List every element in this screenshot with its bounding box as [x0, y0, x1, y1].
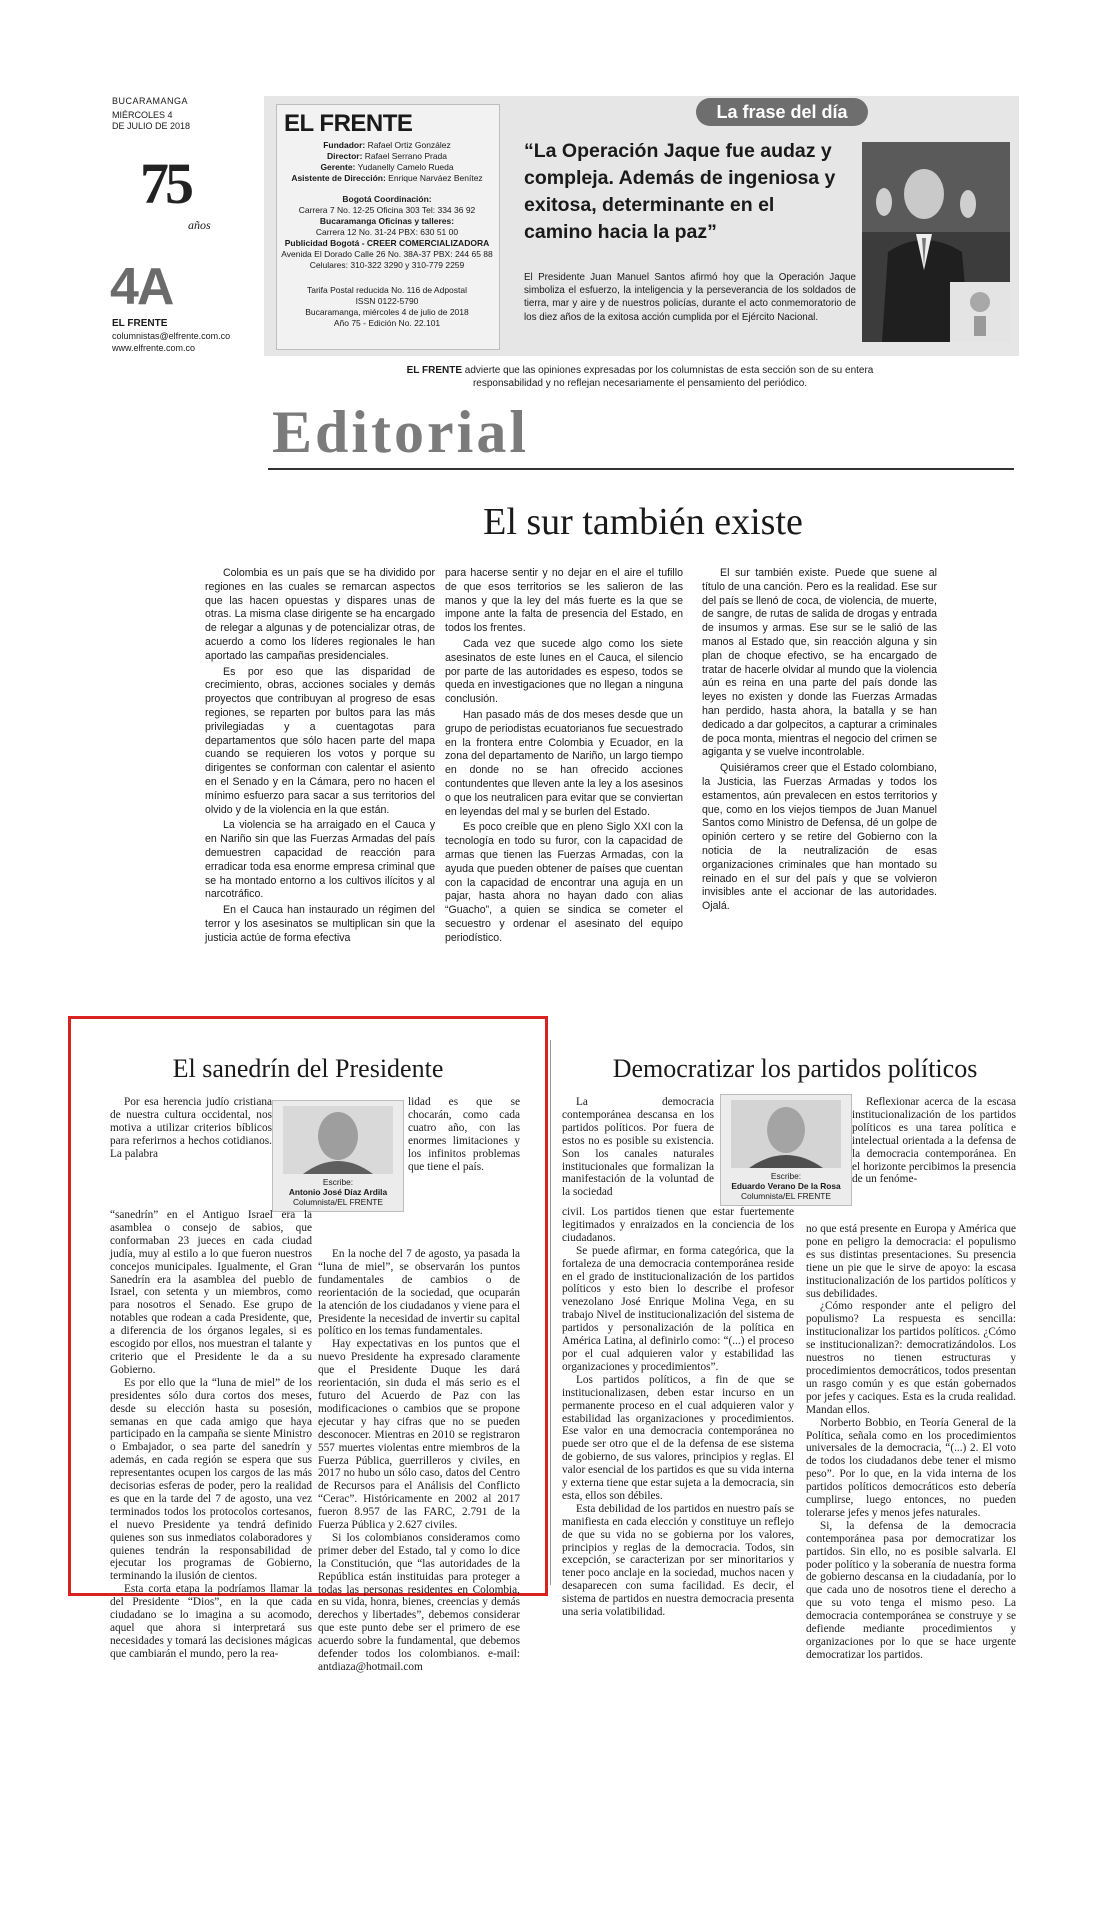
place-date: Bucaramanga, miércoles 4 de julio de 2018 — [305, 307, 469, 317]
article2-column-2-top — [852, 1096, 1016, 1186]
president-photo — [862, 142, 1010, 342]
postal-rate: Tarifa Postal reducida No. 116 de Adpostal — [306, 285, 468, 295]
editorial-column-2 — [445, 567, 683, 946]
author-label: Escribe: — [322, 1177, 354, 1187]
author-photo-image — [283, 1106, 393, 1174]
quote-of-the-day-tab: La frase del día — [696, 98, 868, 126]
paragraph: Si, la defensa de la democracia contemporánea pasa por democratizar los partidos. Sin ello, no es posible salvarla. El poder político y la soberanía de nuestra forma de gobierno descansa en la ciudadanía, por lo que cada uno de nosotros tiene el derecho a que su voto tenga el mismo peso. La democracia contemporánea se construye y se defiende mediante procedimientos y organizaciones por lo que se hace urgente democratizar los partidos. — [806, 1519, 1016, 1661]
article-title-democratizar: Democratizar los partidos políticos — [612, 1054, 978, 1083]
anniversary-logo — [140, 150, 230, 245]
credit-director: Director: Rafael Serrano Prada — [326, 151, 448, 161]
anniversary-word: años — [188, 218, 211, 232]
issn: ISSN 0122-5790 — [355, 296, 419, 306]
article1-column-2 — [318, 1248, 520, 1674]
article2-column-2 — [806, 1223, 1016, 1662]
article1-column-1-top — [110, 1096, 272, 1161]
paragraph: La democracia contemporánea descansa en los partidos políticos. Por fuera de estos no es posible su existencia. Son los canales naturales institucionales que formalizan la manifestación de la voluntad de la sociedad — [562, 1096, 714, 1199]
bucaramanga-address: Carrera 12 No. 31-24 PBX: 630 51 00 — [315, 227, 459, 237]
paragraph: En el Cauca han instaurado un régimen del terror y los asesinatos se multiplican sin que la justicia actúe de forma efectiva — [205, 904, 435, 944]
quote-description: El Presidente Juan Manuel Santos afirmó hoy que la Operación Jaque simboliza el esfuerzo, la inteligencia y la perseverancia de los soldados de tierra, mar y aire y de nuestros policías, durante el acto conmemoratorio de los diez años de la exitosa acción cumplida por el Ejército Nacional. — [524, 272, 856, 323]
article1-column-2-top — [408, 1096, 520, 1173]
paragraph: Colombia es un país que se ha dividido por regiones en las cuales se remarcan aspectos que las hacen opuestas y dispares unas de otras. La misma clase dirigente se ha encargado de relegar a algunas y de potencializar otras, de acuerdo a como los líderes regionales le han aportado las campañas presidenciales. — [205, 567, 435, 662]
paragraph: Se puede afirmar, en forma categórica, que la fortaleza de una democracia contemporánea reside en el grado de institucionalización de los partidos políticos y esto bien lo describe el profesor venezolano José Enrique Molina Vega, en su trabajo Nivel de institucionalización del sistema de partidos y personalización de la política en América Latina, al definirlo como: “(...) el proceso por el cual adquieren valor y estabilidad las organizaciones y procedimientos”. — [562, 1244, 794, 1373]
edition: Año 75 - Edición No. 22.101 — [333, 318, 441, 328]
president-photo-image — [862, 142, 1010, 342]
paragraph: no que está presente en Europa y América que pone en peligro la democracia: el populismo es sus distintas presentaciones. Su presencia tiene un pie que le sirve de apoyo: la escasa institucionalización de los partidos políticos y sus debilidades. — [806, 1223, 1016, 1300]
credit-manager: Gerente: Yudanelly Camelo Rueda — [320, 162, 454, 172]
publication-email: columnistas@elfrente.com.co — [112, 331, 231, 341]
credit-assistant: Asistente de Dirección: Enrique Narváez Benítez — [291, 173, 483, 183]
paragraph: Quisiéramos creer que el Estado colombiano, la Justicia, las Fuerzas Armadas y todos los estamentos, aún prevalecen en estos territorios y que, como en los viejos tiempos de Juan Manuel Santos como Ministro de Defensa, dé un golpe de opinión certero y se retire del Gobierno con la noticia de la neutralización de esas organizaciones criminales que han montado su reinado en el sur del país y que se volvieron invisibles ante el accionar de las autoridades. Ojalá. — [702, 762, 937, 913]
paragraph: civil. Los partidos tienen que estar fuertemente legitimados y enraizados en la conciencia de los ciudadanos. — [562, 1206, 794, 1244]
section-title: Editorial — [272, 399, 530, 465]
paragraph: “sanedrín” en el Antiguo Israel era la asamblea o consejo de sabios, que conformaban 23 jueces en cada ciudad judía, muy al estilo a lo que fueron nuestros concejos municipales. Igualmente, el Gran Sanedrín era la asamblea del pueblo de Israel, con setenta y un miembros, como para nosotros el Senado. Ese grupo de notables que rodean a cada Presidente, que, a diferencia de los órganos legales, si es escogido por ellos, nos muestran el talante y criterio que el Presidente le da a su Gobierno. — [110, 1209, 312, 1376]
column-divider — [550, 1040, 551, 1585]
paragraph: Han pasado más de dos meses desde que un grupo de periodistas ecuatorianos fue secuestrado en la frontera entre Colombia y Ecuador, en la zona del departamento de Nariño, un largo tiempo en donde no se han ofrecido acciones contundentes que lleven ante la ley a los asesinos o que los neutralicen para evitar que se conviertan en leyendas del mal y se burlen del Estado. — [445, 708, 683, 818]
paragraph: Es por ello que la “luna de miel” de los presidentes sólo dura cortos dos meses, desde su elección hasta su posesión, semanas en que cada amigo que haya participado en la campaña se siente Ministro o Embajador, o sea parte del sanedrín y además, en cada región se espera que sus representantes ocupen los cargos de las más decisorias esferas de poder, pero la realidad es que en la tarde del 7 de agosto, una vez terminados todos los protocolos cortesanos, el nuevo Presidente ya tendrá definido quienes son sus inmediatos colaboradores y quienes tendrán la responsabilidad de ejecutar los programas de Gobierno, terminando la ilusión de cientos. — [110, 1376, 312, 1583]
paragraph: La violencia se ha arraigado en el Cauca y en Nariño sin que las Fuerzas Armadas del país demuestren capacidad de reacción para erradicar toda esa enorme empresa criminal que se ha montado entorno a los cultivos ilícitos y al narcotráfico. — [205, 819, 435, 901]
masthead-title: EL FRENTE — [284, 110, 413, 137]
paragraph: En la noche del 7 de agosto, ya pasada la “luna de miel”, se observarán los puntos fundamentales de cambios o de reorientación de la sociedad, que ocuparán la atención de los ciudadanos y viene para el Presidente la necesidad de invertir su capital político en los temas fundamentales. — [318, 1248, 520, 1338]
paragraph: Por esa herencia judío cristiana de nuestra cultura occidental, nos motiva a utilizar criterios bíblicos para referirnos a hechos cotidianos. La palabra — [110, 1096, 272, 1160]
publication-name: EL FRENTE — [112, 318, 168, 329]
paragraph: Es por eso que las disparidad de crecimiento, obras, acciones sociales y demás proyectos que contribuyan al progreso de esas regiones, se reparten por bultos para las más privilegiadas y a cuentagotas para departamentos que sólo hacen parte del mapa cuando se requieren los votos y porque su dirigentes se conforman con calentar el asiento en el Senado y en la Cámara, pero no hacen el mínimo esfuerzo para sacar a sus territorios del olvido y de la violencia en la que están. — [205, 665, 435, 816]
author-photo-image — [731, 1100, 841, 1168]
article1-column-1 — [110, 1209, 312, 1661]
author-box-diaz — [272, 1100, 404, 1212]
paragraph: El sur también existe. Puede que suene al título de una canción. Pero es la realidad. Ese sur del país se llenó de coca, de violencia, de muerte, de sangre, de rutas de salida de drogas y entrada de insumos y armas. Ese sur se le salió de las manos al Estado que, sin reacción alguna y sin plan de choque efectivo, se ha encargado de tratar de hacerle olvidar al mundo que la violencia aún es reina en una parte del país donde las leyes no existen y donde las Fuerzas Armadas han perdido, hasta ahora, la batalla y se han dedicado a dar golpecitos, a capturar a criminales de poca monta, mientras el negocio del crimen se agiganta y se vuelve incontrolable. — [702, 567, 937, 759]
author-label: Escribe: — [770, 1171, 802, 1181]
paragraph: Es poco creíble que en pleno Siglo XXI con la tecnología en todo su furor, con la capacidad de armas que tienen las Fuerzas Armadas, con la ayuda que pueden obtener de países que cuentan con la capacidad de encontrar una aguja en un pajar, hasta ahora no hayan dado con alias “Guacho”, a quien se sindica se cometer el secuestro y ordenar el asesinato del equipo periodístico. — [445, 821, 683, 944]
quote-of-the-day: “La Operación Jaque fue audaz y compleja. Además de ingeniosa y exitosa, determinante en el camino hacia la paz” — [524, 140, 836, 243]
article2-column-1 — [562, 1206, 794, 1619]
paragraph: Hay expectativas en los puntos que el nuevo Presidente ha expresado claramente que el Presidente Duque les dará reorientación, sin duda el más serio es el futuro del Acuerdo de Paz con las modificaciones o cambios que se propone ejecutar y hay cifras que no se pueden desconocer. Mientras en 2010 se registraron 557 muertes violentas entre miembros de la Fuerza Pública, guerrilleros y civiles, en 2017 no hubo un sólo caso, datos del Centro de Recursos para el Análisis del Conflicto “Cerac”. Históricamente en 2002 al 2017 fueron 8.957 de las FARC, 2.791 de la Fuerza Pública y 2.627 civiles. — [318, 1338, 520, 1532]
author-box-verano — [720, 1094, 852, 1206]
paragraph: Esta debilidad de los partidos en nuestro país se manifiesta en cada elección y constituye un reflejo de que su vida no se gobierna por los valores, principios y reglas de la democracia. Todos, sin excepción, se caracterizan por ser minoritarios y tener poco anclaje en la sociedad, muchos nacen y desaparecen con suma facilidad. Es decir, el sistema de partidos en nuestra democracia presenta una seria volatibilidad. — [562, 1502, 794, 1619]
phones: Celulares: 310-322 3290 y 310-779 2259 — [309, 260, 465, 270]
author-role: Columnista/EL FRENTE — [741, 1191, 831, 1201]
editorial-title: El sur también existe — [483, 501, 803, 543]
article2-column-1-top — [562, 1096, 714, 1199]
advertising-address: Avenida El Dorado Calle 26 No. 38A-37 PBX: 244 65 88 — [281, 249, 493, 259]
date-line-1: MIÉRCOLES 4 — [112, 110, 173, 120]
date-line — [112, 110, 202, 132]
bogota-address: Carrera 7 No. 12-25 Oficina 303 Tel: 334 36 92 — [298, 205, 476, 215]
author-name: Antonio José Díaz Ardila — [288, 1187, 388, 1197]
author-photo — [731, 1100, 841, 1168]
bucaramanga-head: Bucaramanga Oficinas y talleres: — [319, 216, 455, 226]
credit-founder: Fundador: Rafael Ortiz González — [323, 140, 451, 150]
article-title-sanedrin: El sanedrín del Presidente — [172, 1054, 444, 1083]
paragraph: Esta corta etapa la podríamos llamar la del Presidente “Dios”, en la que cada ciudadano se lo imagina a su acomodo, aquel que ahora si interpretará sus necesidades y tomará las decisiones mágicas que cambiarán el mundo, pero la rea- — [110, 1583, 312, 1660]
bogota-head: Bogotá Coordinación: — [342, 194, 432, 204]
page-number: 4A — [110, 258, 173, 316]
publication-web: www.elfrente.com.co — [112, 343, 196, 353]
author-name: Eduardo Verano De la Rosa — [731, 1181, 841, 1191]
date-line-2: DE JULIO DE 2018 — [112, 121, 191, 131]
city-label: BUCARAMANGA — [112, 96, 189, 106]
section-rule — [268, 468, 1014, 470]
paragraph: Reflexionar acerca de la escasa institucionalización de los partidos políticos es una tarea política e intelectual orientada a la defensa de la democracia contemporánea. En el horizonte percibimos la presencia de un fenóme- — [852, 1096, 1016, 1186]
paragraph: lidad es que se chocarán, como cada cuatro año, con las enormes limitaciones y los infinitos problemas que tiene el país. — [408, 1096, 520, 1173]
advertising-head: Publicidad Bogotá - CREER COMERCIALIZADORA — [284, 238, 490, 248]
anniversary-number: 75 — [140, 151, 190, 216]
paragraph: ¿Cómo responder ante el peligro del populismo? La respuesta es sencilla: institucionalizar los partidos políticos. ¿Cómo se institucionalizan?: democratizándolos. Los nuestros no tienen estructuras y procedimientos democráticos, todos presentan un rasgo común y es que están gobernados por jefes y caciques. Esta es la cruda realidad. Mandan ellos. — [806, 1300, 1016, 1416]
paragraph: Cada vez que sucede algo como los siete asesinatos de este lunes en el Cauca, el silencio por parte de las autoridades es espeso, todos se queda en investigaciones que no llegan a ninguna conclusión. — [445, 637, 683, 706]
paragraph: para hacerse sentir y no dejar en el aire el tufillo de que esos territorios se les salieron de las manos y que la ley del más fuerte es la que se impone ante la falta de presencia del Estado, en todos los frentes. — [445, 567, 683, 635]
paragraph: Los partidos políticos, a fin de que se institucionalizasen, deben estar incurso en un permanente proceso en el cual adquieren valor y estabilidad las organizaciones y procedimientos. Ese valor en una democracia contemporánea no puede ser otro que el de la defensa de ese sistema de gobierno, de sus valores, principios y reglas. El valor esencial de los partidos es que su vida interna y externa tiene que estar sujeta a la democracia, sin esta, ellos son débiles. — [562, 1373, 794, 1502]
author-photo — [283, 1106, 393, 1174]
opinion-disclaimer: EL FRENTE advierte que las opiniones expresadas por los columnistas de esta sección son de su entera responsabilidad y no reflejan necesariamente el pensamiento del periódico. — [406, 365, 874, 389]
paragraph: Si los colombianos consideramos como primer deber del Estado, tal y como lo dice la Constitución, que “las autoridades de la República están instituidas para proteger a todas las personas residentes en Colombia, en su vida, honra, bienes, creencias y demás derechos y libertades”, debemos considerar que este punto debe ser el primero de ese acuerdo sobre la fundamental, que debemos defender todos los colombianos. e-mail: antdiaza@hotmail.com — [318, 1531, 520, 1673]
editorial-column-3 — [702, 567, 937, 914]
editorial-column-1 — [205, 567, 435, 946]
paragraph: Norberto Bobbio, en Teoría General de la Política, señala como en los procedimientos universales de la democracia, “(...) 2. El voto de todos los ciudadanos debe tener el mismo peso”. Por lo que, en la vida interna de los partidos políticos democráticos esto debería cumplirse, luego entonces, no pueden tolerarse jefes y menos jefes naturales. — [806, 1416, 1016, 1519]
author-role: Columnista/EL FRENTE — [293, 1197, 383, 1207]
